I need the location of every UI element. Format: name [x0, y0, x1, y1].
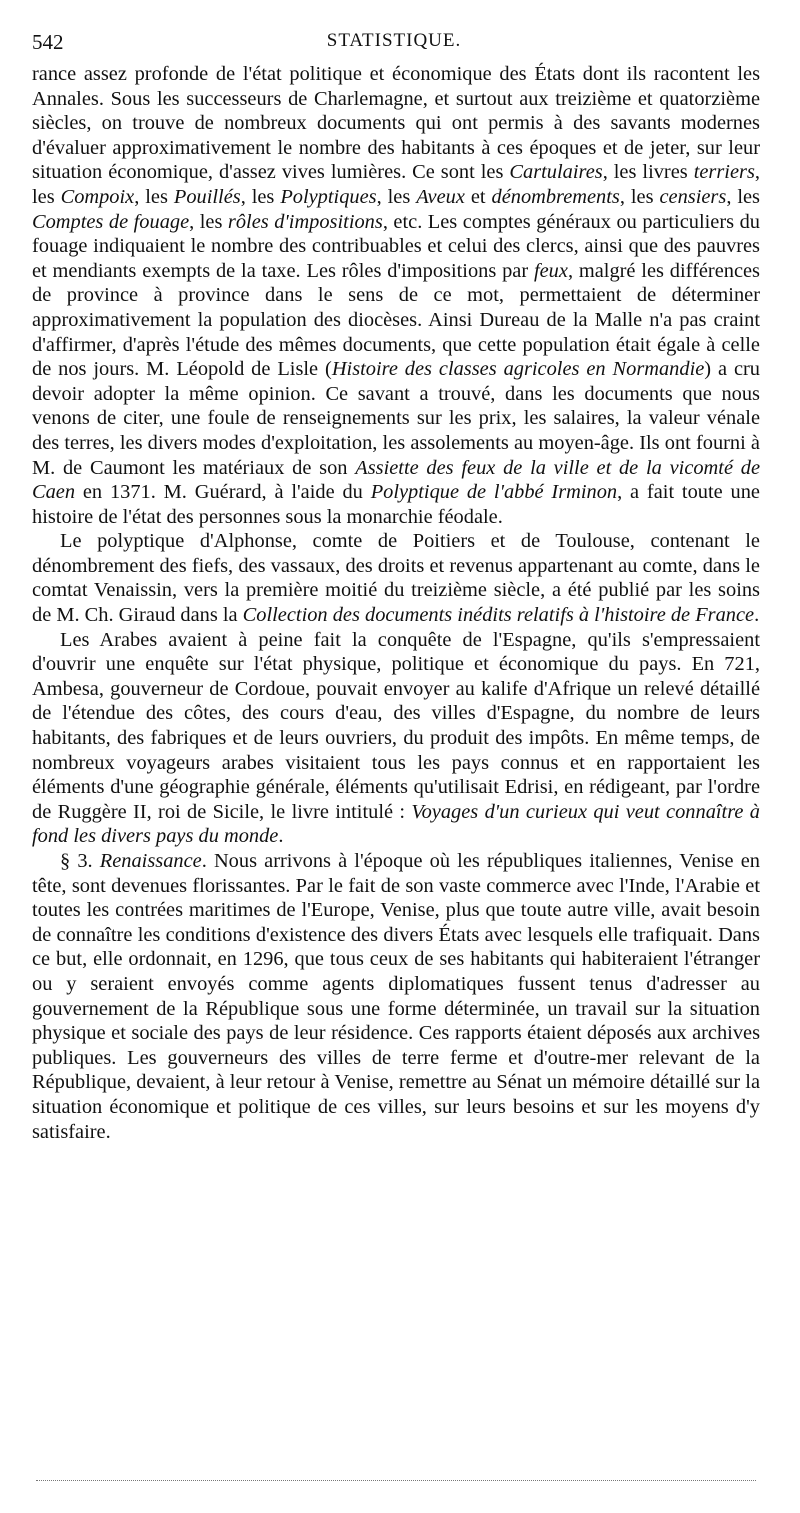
- italic-text: Histoire des classes agricoles en Normandie: [331, 358, 705, 381]
- page-header: [32, 30, 756, 56]
- text-run: rance assez profonde de l'état politique et économique des États dont ils racontent les Annales. Sous les successeurs de Charlemagne, et surtout aux treizième et quatorzième siècles, on trouve de nombreux documents qui ont permis à des savants modernes d'évaluer approximativement le nombre des habitants à ces époques et de jeter, sur leur situation économique, d'assez vives lumières. Ce sont les: [32, 63, 760, 184]
- paragraph: [32, 628, 760, 849]
- text-run: . Nous arrivons à l'époque où les républiques italiennes, Venise en tête, sont devenues florissantes. Par le fait de son vaste commerce avec l'Inde, l'Arabie et toutes les contrées maritimes de l'Europe, Venise, plus que toute autre ville, avait besoin de connaître les conditions d'existence des divers États avec lesquels elle trafiquait. Dans ce but, elle ordonnait, en 1296, que tous ceux de ses habitants qui habiteraient l'étranger ou y seraient envoyés comme agents diplomatiques fussent tenus d'adresser au gouvernement de la République sous une forme déterminée, un travail sur la situation physique et sociale des pays de leur résidence. Ces rapports étaient déposés aux archives publiques. Les gouverneurs des villes de terre ferme et d'outre-mer relevant de la République, devaient, à leur retour à Venise, remettre au Sénat un mémoire détaillé sur la situation économique et politique de ces villes, sur leurs besoins et sur les moyens d'y satisfaire.: [32, 850, 760, 1143]
- paragraph: [32, 529, 760, 627]
- page-number: 542: [32, 30, 64, 54]
- text-run: , les livres: [602, 161, 694, 184]
- text-run: , les: [189, 210, 228, 233]
- text-run: , les: [376, 185, 417, 208]
- text-run: , les: [619, 185, 660, 208]
- text-run: et: [464, 185, 492, 208]
- paragraph: [32, 62, 760, 529]
- text-run: , a fait toute une histoire de l'état des personnes sous la monarchie féodale.: [32, 481, 760, 528]
- italic-text: Polyptiques: [280, 185, 377, 208]
- text-run: , malgré les différences de province à province dans le sens de ce mot, permettaient de déterminer approximativement la population des diocèses. Ainsi Dureau de la Malle n'a pas craint d'affirmer, d'après l'étude des mêmes documents, que cette population était égale à celle de nos jours. M. Léopold de Lisle (: [32, 259, 760, 381]
- italic-text: feux: [533, 259, 568, 282]
- italic-text: Comptes de fouage: [32, 210, 190, 233]
- italic-text: Aveux: [416, 185, 465, 208]
- body-text: [32, 62, 760, 1144]
- italic-text: Collection des documents inédits relatifs à l'histoire de France: [242, 604, 755, 627]
- text-run: , les: [240, 185, 281, 208]
- text-run: Les Arabes avaient à peine fait la conquête de l'Espagne, qu'ils s'empressaient d'ouvrir une enquête sur l'état physique, politique et économique du pays. En 721, Ambesa, gouverneur de Cordoue, pouvait envoyer au kalife d'Afrique un relevé détaillé de l'étendue des côtes, des cours d'eau, des villes d'Espagne, du nombre de leurs habitants, des fabriques et de leurs ouvriers, du produit des impôts. En même temps, de nombreux voyageurs arabes visitaient tous les pays connus et en rapportaient les éléments d'une géographie générale, éléments qu'utilisait Edrisi, en rédigeant, par l'ordre de Ruggère II, roi de Sicile, le livre intitulé :: [32, 628, 760, 823]
- italic-text: Cartulaires: [509, 161, 603, 184]
- italic-text: Voyages d'un curieux qui veut connaître à fond les divers pays du monde: [32, 800, 760, 848]
- italic-text: censiers: [659, 185, 727, 208]
- footer-rule: [36, 1480, 756, 1481]
- text-run: , etc. Les comptes généraux ou particuliers du fouage indiquaient le nombre des contribuables et celui des clercs, ainsi que des pauvres et mendiants exempts de la taxe. Les rôles d'impositions par: [32, 210, 760, 282]
- text-run: ) a cru devoir adopter la même opinion. Ce savant a trouvé, dans les documents que nous venons de citer, une foule de renseignements sur les prix, les salaires, la valeur vénale des terres, les divers modes d'exploitation, les assolements au moyen-âge. Ils ont fourni à M. de Caumont les matériaux de son: [32, 358, 760, 479]
- italic-text: Renaissance: [99, 850, 202, 872]
- paragraph: [32, 849, 760, 1144]
- italic-text: Polyptique de l'abbé Irminon: [370, 481, 618, 504]
- text-run: en 1371. M. Guérard, à l'aide du: [75, 481, 371, 504]
- text-run: , les: [32, 161, 760, 208]
- italic-text: dénombrements: [491, 185, 620, 208]
- italic-text: Assiette des feux de la ville et de la vicomté de Caen: [32, 456, 760, 504]
- italic-text: Compoix: [60, 185, 135, 208]
- text-run: , les: [726, 185, 760, 208]
- text-run: Le polyptique d'Alphonse, comte de Poitiers et de Toulouse, contenant le dénombrement des fiefs, des vassaux, des droits et revenus appartenant au comte, dans le comtat Venaissin, vers la première moitié du treizième siècle, a été publié par les soins de M. Ch. Giraud dans la: [32, 530, 760, 627]
- running-title: STATISTIQUE.: [326, 30, 462, 51]
- italic-text: Pouillés: [173, 185, 241, 208]
- text-run: § 3.: [60, 850, 100, 872]
- text-run: .: [754, 604, 760, 627]
- text-run: , les: [134, 185, 174, 208]
- italic-text: terriers: [693, 161, 755, 184]
- italic-text: rôles d'impositions: [227, 210, 383, 233]
- text-run: .: [278, 825, 284, 848]
